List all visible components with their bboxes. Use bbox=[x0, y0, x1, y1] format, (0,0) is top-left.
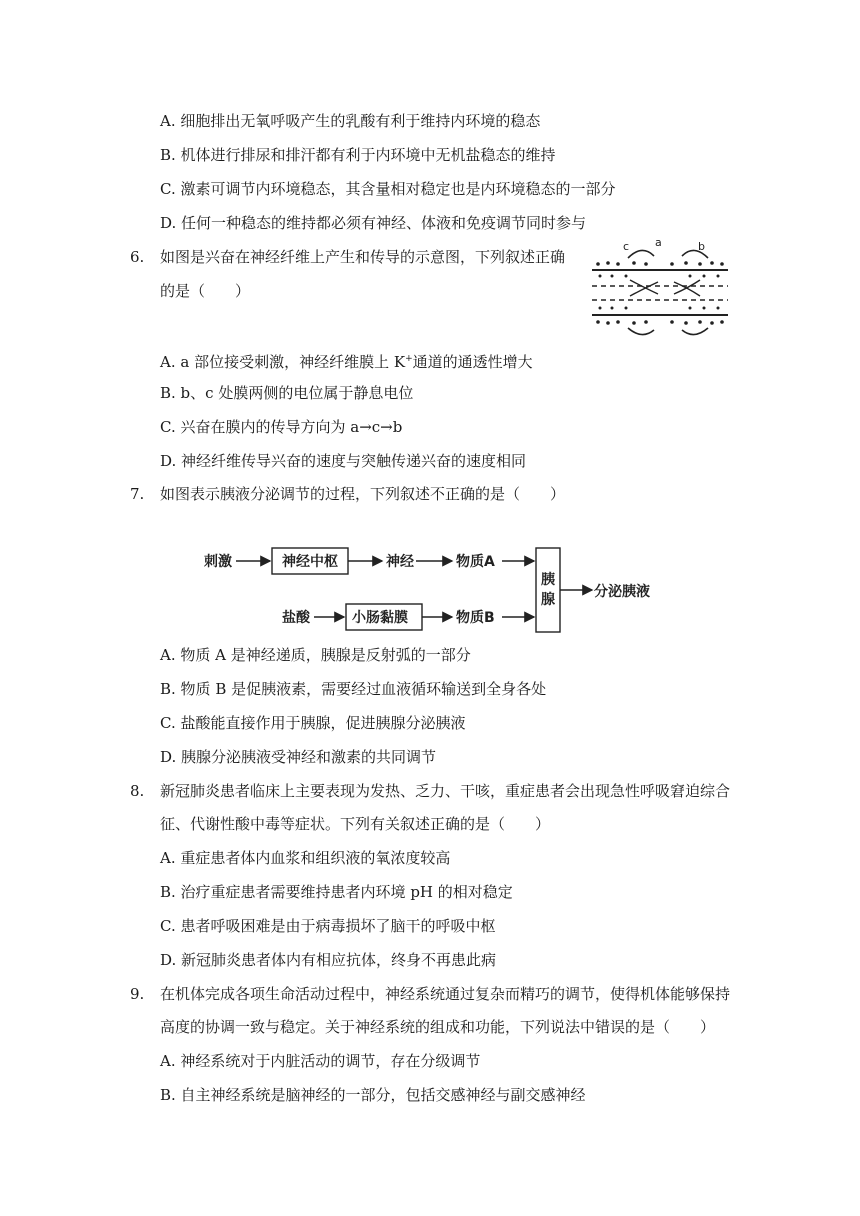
flow-substance-b: 物质B bbox=[456, 610, 495, 626]
figure-label-c: c bbox=[623, 240, 630, 253]
flow-mucosa: 小肠黏膜 bbox=[352, 610, 408, 626]
flow-stimulus: 刺激 bbox=[204, 554, 232, 570]
flow-pancreas-box bbox=[536, 548, 560, 632]
flow-output: 分泌胰液 bbox=[594, 584, 650, 600]
q5-option-a: A. 细胞排出无氧呼吸产生的乳酸有利于维持内环境的稳态 bbox=[160, 112, 541, 130]
figure-label-b: b bbox=[698, 240, 705, 253]
flow-nerve: 神经 bbox=[386, 554, 414, 570]
q6-option-c: C. 兴奋在膜内的传导方向为 a→c→b bbox=[160, 418, 403, 436]
top-charge-row bbox=[596, 261, 724, 266]
q6-option-d: D. 神经纤维传导兴奋的速度与突触传递兴奋的速度相同 bbox=[160, 452, 527, 470]
q8-option-b: B. 治疗重症患者需要维持患者内环境 pH 的相对稳定 bbox=[160, 883, 513, 901]
flow-acid: 盐酸 bbox=[282, 610, 310, 626]
q7-option-a: A. 物质 A 是神经递质，胰腺是反射弧的一部分 bbox=[160, 646, 471, 664]
q9-number: 9. bbox=[130, 985, 145, 1003]
q8-number: 8. bbox=[130, 782, 145, 800]
q7-option-c: C. 盐酸能直接作用于胰腺，促进胰腺分泌胰液 bbox=[160, 714, 466, 732]
q8-stem-line2: 征、代谢性酸中毒等症状。下列有关叙述正确的是（ ） bbox=[160, 815, 551, 833]
q8-option-d: D. 新冠肺炎患者体内有相应抗体，终身不再患此病 bbox=[160, 951, 497, 969]
bottom-charge-row bbox=[596, 320, 724, 325]
q8-option-c: C. 患者呼吸困难是由于病毒损坏了脑干的呼吸中枢 bbox=[160, 917, 496, 935]
q5-option-b: B. 机体进行排尿和排汗都有利于内环境中无机盐稳态的维持 bbox=[160, 146, 556, 164]
q6-number: 6. bbox=[130, 248, 145, 266]
flow-pancreas-2: 腺 bbox=[541, 592, 555, 608]
q9-stem-line2: 高度的协调一致与稳定。关于神经系统的组成和功能，下列说法中错误的是（ ） bbox=[160, 1018, 716, 1036]
q9-option-b: B. 自主神经系统是脑神经的一部分，包括交感神经与副交感神经 bbox=[160, 1086, 586, 1104]
figure-label-a: a bbox=[655, 238, 662, 249]
q8-stem-line1: 新冠肺炎患者临床上主要表现为发热、乏力、干咳，重症患者会出现急性呼吸窘迫综合 bbox=[160, 782, 731, 800]
q6-option-a-text: A. a 部位接受刺激，神经纤维膜上 K bbox=[160, 353, 406, 371]
q6-stem-line2: 的是（ ） bbox=[160, 282, 251, 300]
q9-stem-line1: 在机体完成各项生命活动过程中，神经系统通过复杂而精巧的调节，使得机体能够保持 bbox=[160, 985, 731, 1003]
q7-number: 7. bbox=[130, 485, 145, 503]
pancreas-flow-diagram bbox=[200, 540, 670, 640]
q6-stem-line1: 如图是兴奋在神经纤维上产生和传导的示意图，下列叙述正确 bbox=[160, 248, 566, 266]
q6-option-a-superscript: + bbox=[405, 354, 413, 364]
q8-option-a: A. 重症患者体内血浆和组织液的氧浓度较高 bbox=[160, 849, 451, 867]
flow-substance-a: 物质A bbox=[456, 554, 495, 570]
flow-center: 神经中枢 bbox=[282, 554, 338, 570]
q5-option-c: C. 激素可调节内环境稳态，其含量相对稳定也是内环境稳态的一部分 bbox=[160, 180, 616, 198]
q6-option-a bbox=[160, 349, 533, 372]
q7-option-b: B. 物质 B 是促胰液素，需要经过血液循环输送到全身各处 bbox=[160, 680, 547, 698]
nerve-fiber-figure bbox=[590, 238, 730, 342]
flow-pancreas-1: 胰 bbox=[541, 572, 555, 588]
q6-option-a-text-end: 通道的通透性增大 bbox=[412, 353, 533, 371]
q7-option-d: D. 胰腺分泌胰液受神经和激素的共同调节 bbox=[160, 748, 437, 766]
q5-option-d: D. 任何一种稳态的维持都必须有神经、体液和免疫调节同时参与 bbox=[160, 214, 587, 232]
q6-option-b: B. b、c 处膜两侧的电位属于静息电位 bbox=[160, 384, 414, 402]
q7-stem: 如图表示胰液分泌调节的过程，下列叙述不正确的是（ ） bbox=[160, 485, 566, 503]
q9-option-a: A. 神经系统对于内脏活动的调节，存在分级调节 bbox=[160, 1052, 481, 1070]
